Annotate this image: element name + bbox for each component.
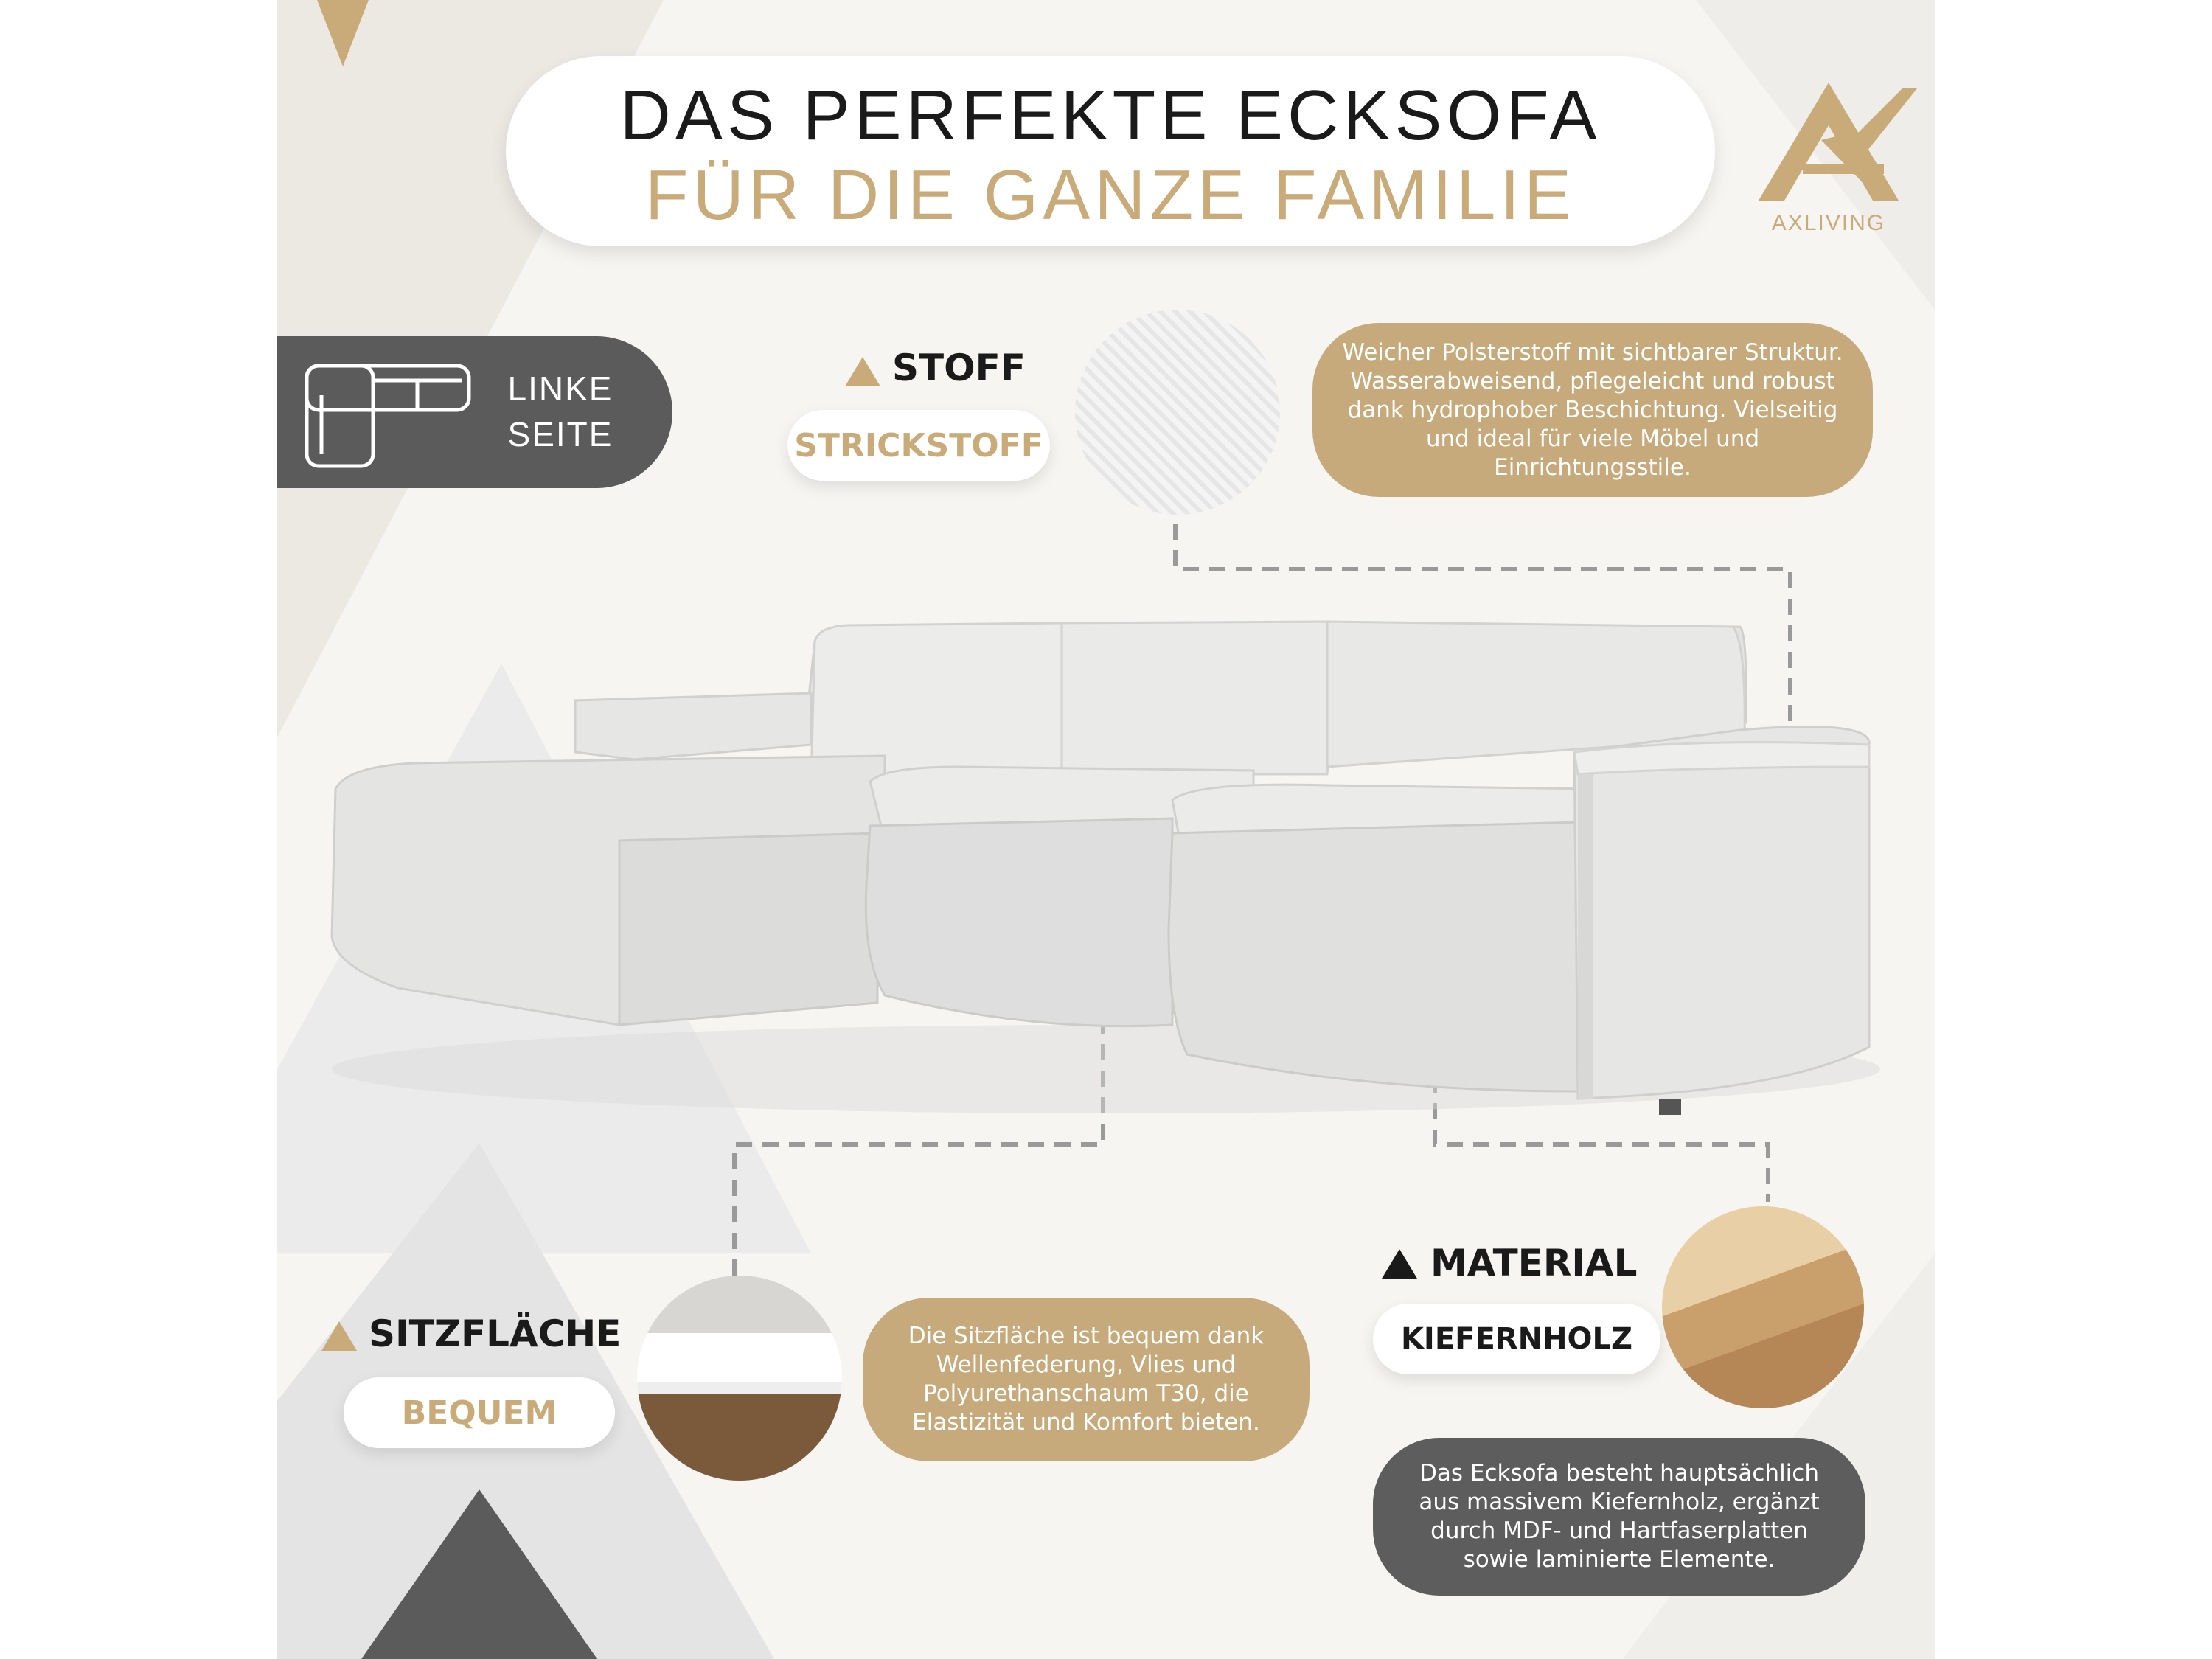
material-tag: KIEFERNHOLZ [1373, 1304, 1660, 1374]
title-banner [506, 56, 1715, 246]
seat-layers-image [637, 1276, 842, 1481]
seat-heading: SITZFLÄCHE [369, 1312, 622, 1355]
material-heading: MATERIAL [1430, 1242, 1638, 1284]
sofa-image [332, 622, 1880, 1115]
fabric-tag: STRICKSTOFF [787, 410, 1050, 481]
page-subtitle: FÜR DIE GANZE FAMILIE [644, 156, 1576, 234]
pine-wood-image [1662, 1206, 1864, 1408]
page-title: DAS PERFEKTE ECKSOFA [619, 76, 1601, 155]
fabric-description: Weicher Polsterstoff mit sichtbarer Struktur. Wasserabweisend, pflegeleicht und robust dank hydrophober Beschichtung. Vielseitig und ideal für viele Möbel und Einrichtungsstile. [1312, 323, 1873, 497]
brand-name: AXLIVING [1771, 211, 1886, 235]
bg-triangle-top-right [1696, 0, 1935, 310]
seat-description: Die Sitzfläche ist bequem dank Wellenfederung, Vlies und Polyurethanschaum T30, die Elastizität und Komfort bieten. [863, 1298, 1310, 1461]
seat-tag: BEQUEM [344, 1377, 615, 1448]
fabric-texture-image [1075, 310, 1280, 515]
fabric-heading: STOFF [892, 347, 1026, 389]
orientation-label: LINKE SEITE [507, 369, 613, 453]
material-description: Das Ecksofa besteht hauptsächlich aus massivem Kiefernholz, ergänzt durch MDF- und Hartfaserplatten sowie laminierte Elemente. [1373, 1438, 1865, 1596]
